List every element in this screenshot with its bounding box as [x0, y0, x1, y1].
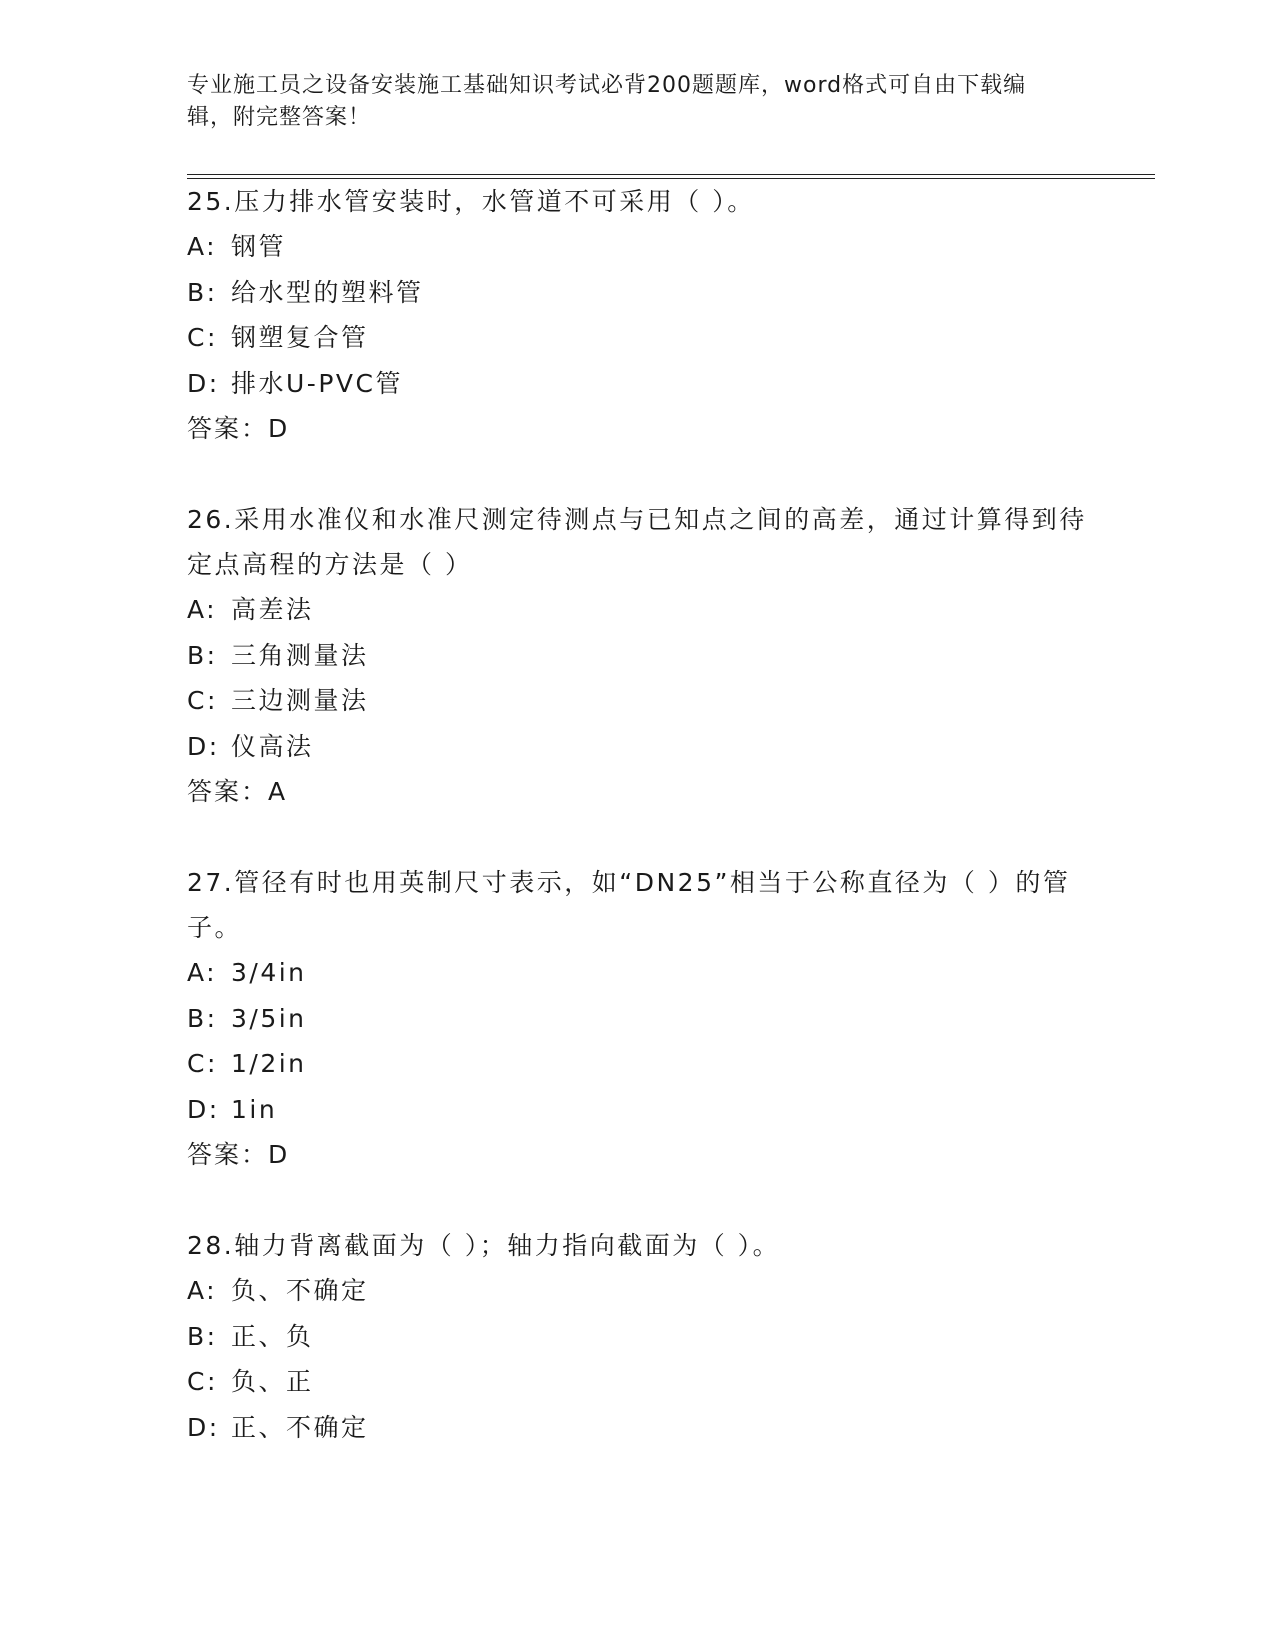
option-letter: D: — [187, 1094, 220, 1124]
option-letter: B: — [187, 1003, 218, 1033]
option-d — [187, 724, 1155, 770]
option-text: 三角测量法 — [231, 640, 369, 670]
option-letter: B: — [187, 277, 218, 307]
question-text: 28.轴力背离截面为（ ）；轴力指向截面为（ ）。 — [187, 1231, 781, 1260]
document-header: 专业施工员之设备安装施工基础知识考试必背200题题库，word格式可自由下载编辑，附完整答案！ — [187, 73, 1027, 130]
option-a — [187, 224, 1155, 270]
option-letter: C: — [187, 1367, 218, 1396]
option-text: 排水U-PVC管 — [231, 368, 403, 398]
option-c — [187, 315, 1155, 361]
option-letter: D: — [187, 1412, 220, 1442]
question-26 — [187, 497, 1155, 814]
option-letter: C: — [187, 323, 218, 352]
option-letter: C: — [187, 1049, 218, 1078]
option-text: 仪高法 — [231, 731, 314, 761]
option-b — [187, 996, 1155, 1042]
option-a — [187, 587, 1155, 633]
option-letter: A: — [187, 958, 218, 987]
option-letter: A: — [187, 595, 218, 624]
option-text: 1/2in — [231, 1049, 307, 1078]
option-letter: D: — [187, 368, 220, 398]
question-28 — [187, 1223, 1155, 1450]
option-text: 高差法 — [231, 595, 314, 624]
question-25 — [187, 179, 1155, 451]
option-text: 负、正 — [231, 1367, 314, 1396]
option-b — [187, 270, 1155, 316]
option-b — [187, 1314, 1155, 1360]
option-c — [187, 1359, 1155, 1405]
option-text: 1in — [231, 1094, 278, 1124]
question-text: 27.管径有时也用英制尺寸表示，如“DN25”相当于公称直径为（ ）的管子。 — [187, 868, 1071, 942]
question-spacer — [187, 1177, 1155, 1223]
option-letter: B: — [187, 1321, 218, 1351]
answer-label: 答案：D — [187, 1140, 290, 1169]
question-text: 26.采用水准仪和水准尺测定待测点与已知点之间的高差，通过计算得到待定点高程的方法是（ ） — [187, 505, 1087, 579]
question-text: 25.压力排水管安装时，水管道不可采用（ ）。 — [187, 187, 755, 216]
option-text: 钢管 — [231, 232, 287, 261]
option-text: 3/4in — [231, 958, 307, 987]
option-letter: B: — [187, 640, 218, 670]
option-letter: D: — [187, 731, 220, 761]
option-d — [187, 1087, 1155, 1133]
option-text: 正、不确定 — [231, 1412, 369, 1442]
document-page — [187, 70, 1155, 1450]
option-c — [187, 1041, 1155, 1087]
option-text: 三边测量法 — [231, 686, 369, 715]
option-d — [187, 1405, 1155, 1451]
option-text: 负、不确定 — [231, 1276, 369, 1305]
option-letter: A: — [187, 232, 218, 261]
question-27 — [187, 860, 1155, 1177]
question-spacer — [187, 451, 1155, 497]
option-text: 给水型的塑料管 — [231, 277, 424, 307]
option-c — [187, 678, 1155, 724]
option-letter: A: — [187, 1276, 218, 1305]
question-spacer — [187, 814, 1155, 860]
option-letter: C: — [187, 686, 218, 715]
option-text: 正、负 — [231, 1321, 314, 1351]
option-text: 3/5in — [231, 1003, 307, 1033]
option-b — [187, 633, 1155, 679]
option-text: 钢塑复合管 — [231, 323, 369, 352]
option-a — [187, 950, 1155, 996]
option-a — [187, 1268, 1155, 1314]
option-d — [187, 361, 1155, 407]
answer-label: 答案：D — [187, 414, 290, 443]
answer-label: 答案：A — [187, 777, 288, 806]
